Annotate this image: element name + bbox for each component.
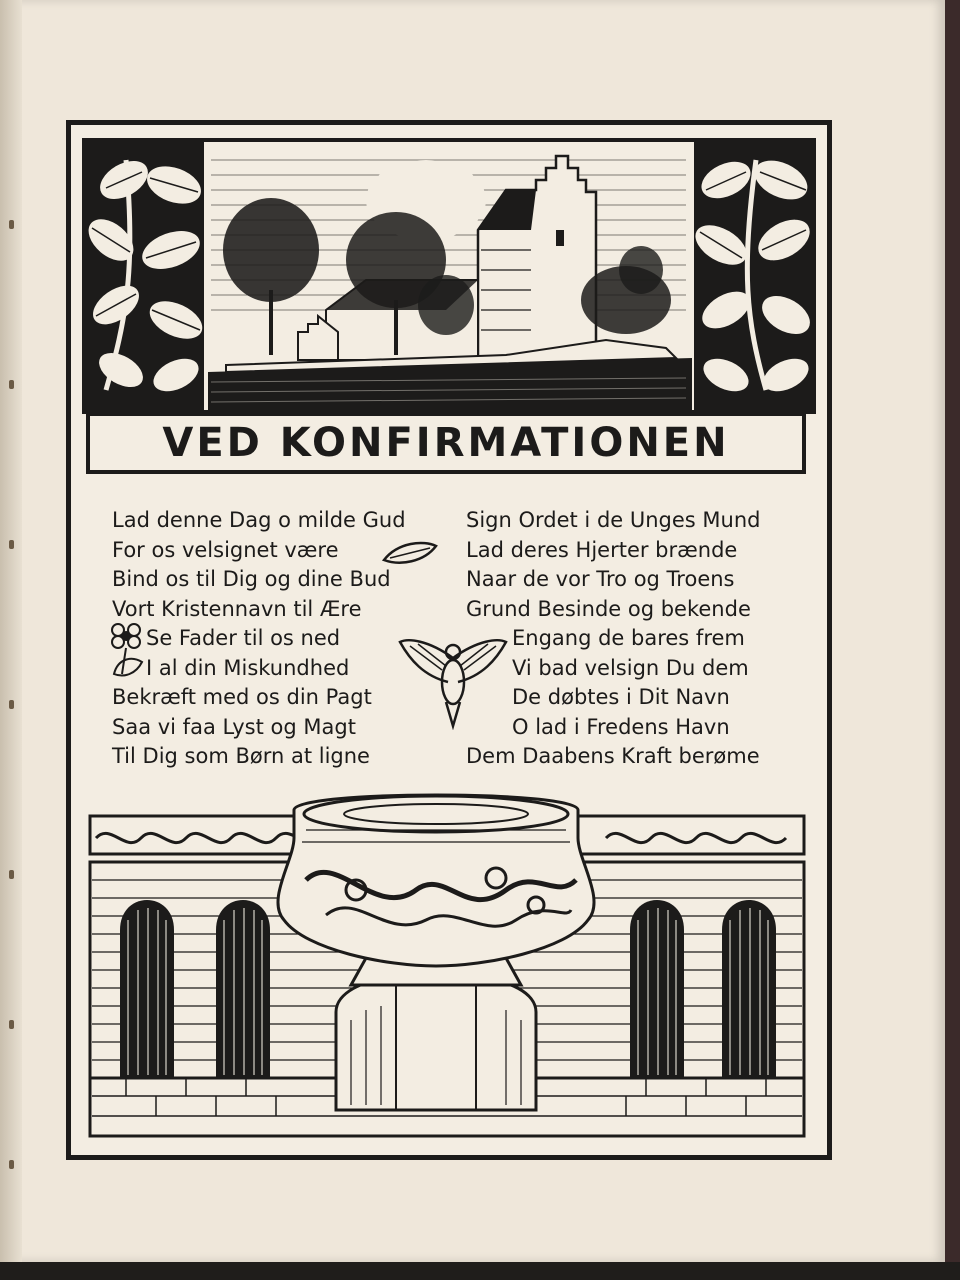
verse-line: I al din Miskundhed bbox=[146, 655, 350, 680]
leaf-ornament-icon bbox=[380, 540, 440, 566]
flower-ornament-icon bbox=[108, 622, 150, 680]
book-cover-edge bbox=[945, 0, 960, 1280]
verse-line: Lad denne Dag o milde Gud bbox=[112, 508, 406, 532]
verse-column-left bbox=[112, 506, 406, 772]
table-surface bbox=[0, 1262, 960, 1280]
page-title: VED KONFIRMATIONEN bbox=[162, 420, 730, 466]
verse-line: Til Dig som Børn at ligne bbox=[112, 744, 370, 768]
leaf-ornament-icon bbox=[81, 142, 208, 410]
dove-icon bbox=[398, 630, 508, 730]
binding-hole bbox=[9, 1160, 14, 1169]
binding-hole bbox=[9, 220, 14, 229]
verse-line: Lad deres Hjerter brænde bbox=[466, 537, 738, 562]
verse-line: Sign Ordet i de Unges Mund bbox=[466, 508, 761, 532]
binding-hole bbox=[9, 870, 14, 879]
title-banner bbox=[86, 412, 806, 474]
binding-hole bbox=[9, 700, 14, 709]
verse-line: Vi bad velsign Du dem bbox=[512, 655, 749, 680]
verse-line: Bekræft med os din Pagt bbox=[112, 685, 372, 709]
verse-column-right bbox=[466, 506, 760, 772]
verse-line: Vort Kristennavn til Ære bbox=[112, 596, 362, 621]
verse-line: Naar de vor Tro og Troens bbox=[466, 567, 735, 591]
verse-line: For os velsignet være bbox=[112, 537, 339, 562]
binding-hole bbox=[9, 1020, 14, 1029]
baptismal-font-illustration bbox=[66, 780, 832, 1160]
verse-line: De døbtes i Dit Navn bbox=[512, 685, 730, 709]
verse-line: Bind os til Dig og dine Bud bbox=[112, 567, 391, 591]
binding-hole bbox=[9, 380, 14, 389]
verse-line: Se Fader til os ned bbox=[146, 626, 341, 650]
verse-line: Dem Daabens Kraft berøme bbox=[466, 744, 760, 768]
verse-line: Grund Besinde og bekende bbox=[466, 596, 751, 621]
binding-hole bbox=[9, 540, 14, 549]
verse-line: O lad i Fredens Havn bbox=[512, 714, 730, 739]
church-illustration bbox=[208, 142, 692, 410]
verse-line: Engang de bares frem bbox=[512, 626, 745, 650]
leaf-ornament-icon bbox=[689, 142, 817, 410]
header-illustration bbox=[66, 120, 832, 420]
book-spine bbox=[0, 0, 22, 1262]
verse-line: Saa vi faa Lyst og Magt bbox=[112, 714, 356, 739]
